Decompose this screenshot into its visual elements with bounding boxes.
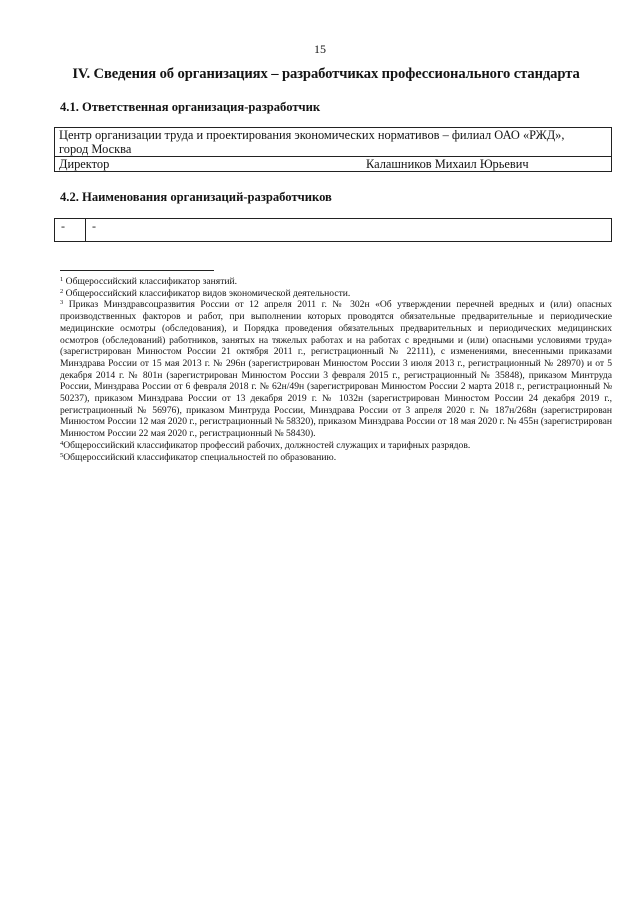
section-title: IV. Сведения об организациях – разработчиках профессионального стандарта [72, 66, 580, 82]
footnote-1 [60, 276, 612, 288]
footnotes [60, 276, 612, 463]
footnote-2 [60, 288, 612, 300]
footnote-mark: 3 [60, 299, 64, 307]
signatory-name: Калашников Михаил Юрьевич [366, 157, 529, 171]
footnote-mark: 2 [60, 287, 64, 295]
row-number-cell: - [55, 219, 86, 242]
footnote-separator [60, 270, 214, 271]
footnote-text: Общероссийский классификатор видов экономической деятельности. [65, 287, 351, 299]
footnote-text: Общероссийский классификатор занятий. [65, 276, 238, 287]
org-name-line2: город Москва [59, 142, 132, 156]
footnote-5 [60, 452, 612, 464]
org-name-row [55, 128, 612, 157]
responsible-org-table [54, 127, 612, 172]
signatory-cell [55, 157, 612, 172]
footnote-mark: 4 [60, 439, 64, 447]
developer-orgs-table [54, 218, 612, 242]
signatory-role: Директор [59, 157, 110, 171]
footnote-4 [60, 440, 612, 452]
subsection-title-developer-orgs: 4.2. Наименования организаций-разработчиков [60, 190, 332, 204]
footnote-text: Общероссийский классификатор профессий рабочих, должностей служащих и тарифных разрядов. [63, 439, 471, 451]
footnote-text: Общероссийский классификатор специальностей по образованию. [63, 451, 337, 463]
org-name-cell: - [86, 219, 612, 242]
org-name-cell [55, 128, 612, 157]
footnote-text: Приказ Минздравсоцразвития России от 12 апреля 2011 г. № 302н «Об утверждении перечней вредных и (или) опасных производственных факторов и работ, при выполнении которых проводятся обязательные предварительные и периодические медицинские осмотры (обследования), и Порядка проведения обязательных предварительных и периодических медицинских осмотров (обследований) работников, занятых на тяжелых работах и на работах с вредными и (или) опасными условиями труда» (зарегистрирован Минюстом России 21 октября 2011 г., регистрационный № 22111), с изменениями, внесенными приказами Минздрава России от 15 мая 2013 г. № 296н (зарегистрирован Минюстом России 3 июля 2013 г., регистрационный № 28970) и от 5 декабря 2014 г. № 801н (зарегистрирован Минюстом России 3 февраля 2015 г., регистрационный № 35848), приказом Минтруда России, Минздрава России от 6 февраля 2018 г. № 62н/49н (зарегистрирован Минюстом России 2 марта 2018 г., регистрационный № 50237), приказом Минздрава России от 13 декабря 2019 г. № 1032н (зарегистрирован Минюстом России 24 декабря 2019 г., регистрационный № 56976), приказом Минтруда России, Минздрава России от 3 апреля 2020 г. № 187н/268н (зарегистрирован Минюстом России 12 мая 2020 г., регистрационный № 58320), приказом Минздрава России от 18 мая 2020 г. № 455н (зарегистрирован Минюстом России 22 мая 2020 г., регистрационный № 58430). [60, 299, 612, 440]
footnote-3 [60, 299, 612, 439]
signatory-row [55, 157, 612, 172]
subsection-title-responsible-org: 4.1. Ответственная организация-разработчик [60, 100, 321, 114]
org-name-line1: Центр организации труда и проектирования экономических нормативов – филиал ОАО «РЖД», [59, 128, 565, 142]
page-number: 15 [314, 42, 326, 56]
footnote-mark: 1 [60, 276, 64, 283]
table-row [55, 219, 612, 242]
footnote-mark: 5 [60, 451, 64, 459]
